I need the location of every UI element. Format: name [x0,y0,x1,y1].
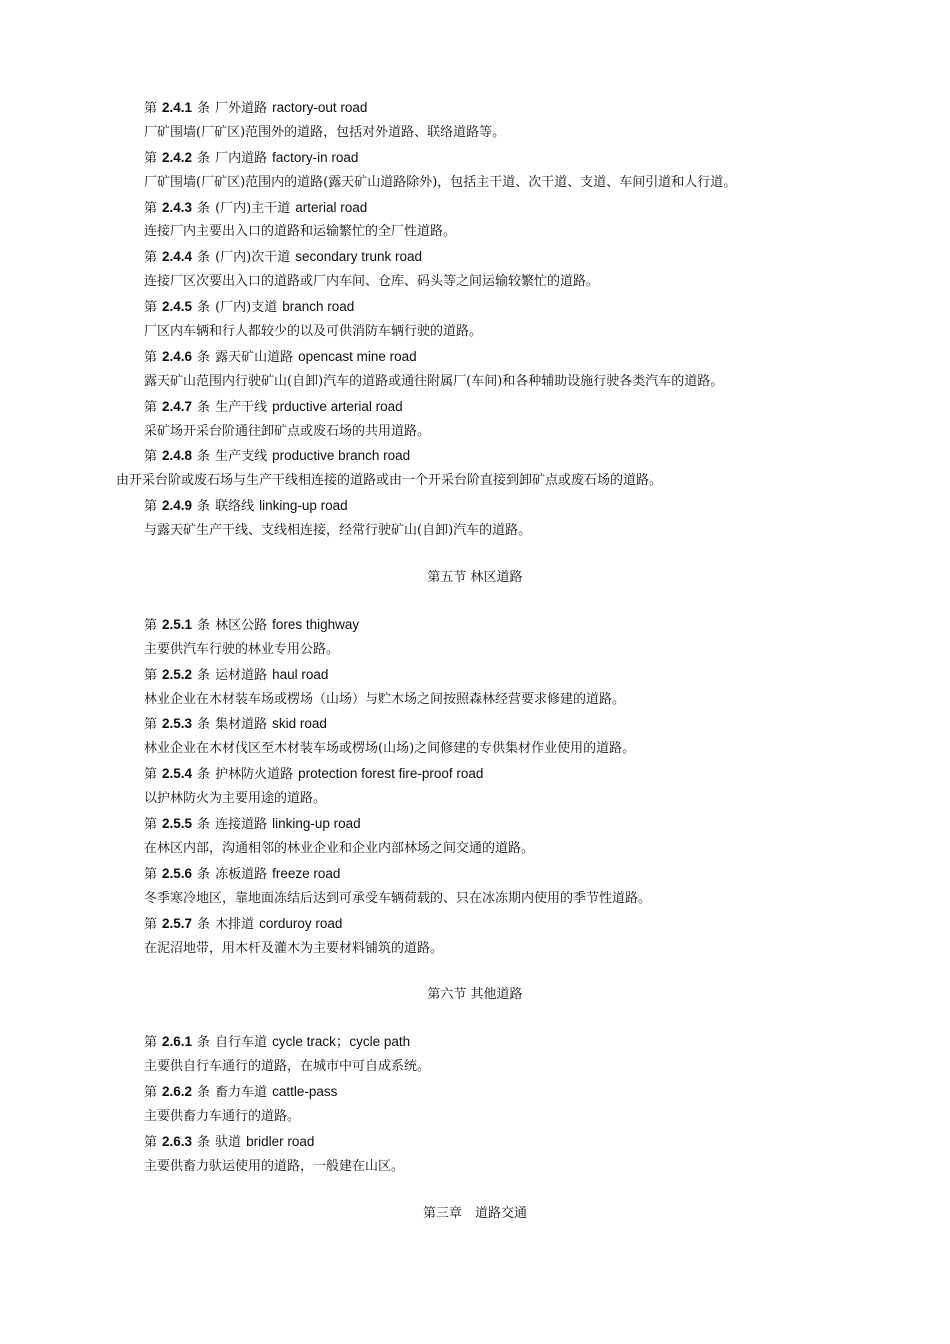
article-prefix: 第 [144,200,158,216]
term-english: corduroy road [259,915,343,931]
article-term [0,1080,950,1105]
article-number: 2.4.5 [162,299,193,315]
article-term [0,196,950,221]
article-term [0,345,950,370]
section-4-items [0,96,950,544]
article-prefix: 第 [144,866,158,882]
term-english: opencast mine road [298,348,417,364]
article-prefix: 第 [144,150,158,166]
term-english: branch road [282,299,355,315]
article-number: 2.4.7 [162,398,193,414]
term-chinese: 畜力车道 [215,1085,268,1101]
article-term [0,613,950,638]
article-suffix: 条 [197,250,211,266]
article-definition: 主要供畜力驮运使用的道路，一般建在山区。 [144,1158,405,1174]
article-prefix: 第 [144,767,158,783]
article-definition: 与露天矿生产干线、支线相连接，经常行驶矿山(自卸)汽车的道路。 [144,523,532,539]
article-prefix: 第 [144,1134,158,1150]
article-definition: 主要供汽车行驶的林业专用公路。 [144,641,340,657]
term-chinese: 冻板道路 [215,866,268,882]
article-suffix: 条 [197,499,211,515]
article-term [0,912,950,937]
article-number: 2.5.7 [162,915,193,931]
term-chinese: 生产干线 [215,399,268,415]
section-5-items [0,613,950,961]
article-definition: 林业企业在木材装车场或楞场（山场）与贮木场之间按照森林经营要求修建的道路。 [144,691,626,707]
article-definition: 露天矿山范围内行驶矿山(自卸)汽车的道路或通往附属厂(车间)和各种辅助设施行驶各类汽车的道路。 [144,373,724,389]
article-number: 2.4.2 [162,149,193,165]
article-term [0,1130,950,1155]
article-definition: 主要供畜力车通行的道路。 [144,1108,301,1124]
article-number: 2.5.5 [162,816,193,832]
article-prefix: 第 [144,717,158,733]
article-prefix: 第 [144,250,158,266]
article-number: 2.4.3 [162,199,193,215]
term-english: productive branch road [272,448,411,464]
article-suffix: 条 [197,150,211,166]
term-english: linking-up road [259,498,348,514]
article-prefix: 第 [144,667,158,683]
term-english: arterial road [295,199,368,215]
article-prefix: 第 [144,101,158,116]
term-chinese: 连接道路 [215,817,268,833]
article-term [0,96,950,121]
term-english: linking-up road [272,816,361,832]
article-number: 2.4.8 [162,448,193,464]
term-chinese: 自行车道 [215,1035,268,1051]
article-definition: 在泥沼地带，用木杆及灌木为主要材料铺筑的道路。 [144,940,444,956]
article-definition: 连接厂区次要出入口的道路或厂内车间、仓库、码头等之间运输较繁忙的道路。 [144,274,600,290]
article-term [0,1030,950,1055]
article-prefix: 第 [144,499,158,515]
article-suffix: 条 [197,916,211,932]
article-suffix: 条 [197,349,211,365]
article-number: 2.5.6 [162,865,193,881]
article-definition: 以护林防火为主要用途的道路。 [144,791,327,807]
term-english: prductive arterial road [272,398,403,414]
term-chinese: (厂内)次干道 [215,250,291,266]
article-definition: 厂区内车辆和行人都较少的以及可供消防车辆行驶的道路。 [144,324,483,340]
article-prefix: 第 [144,817,158,833]
article-prefix: 第 [144,449,158,465]
article-number: 2.5.4 [162,766,193,782]
article-suffix: 条 [197,399,211,415]
article-term [0,812,950,837]
term-english: freeze road [272,865,341,881]
article-suffix: 条 [197,617,211,633]
article-number: 2.6.2 [162,1084,193,1100]
article-term [0,444,950,469]
article-suffix: 条 [197,767,211,783]
article-suffix: 条 [197,300,211,316]
article-definition: 连接厂内主要出入口的道路和运输繁忙的全厂性道路。 [144,224,457,240]
article-term [0,494,950,519]
article-number: 2.5.1 [162,616,193,632]
term-english: cycle track；cycle path [272,1034,411,1050]
article-suffix: 条 [197,866,211,882]
article-number: 2.5.2 [162,666,193,682]
term-english: protection forest fire-proof road [298,766,484,782]
term-english: cattle-pass [272,1084,338,1100]
term-english: ractory-out road [272,100,368,115]
term-chinese: 露天矿山道路 [215,349,294,365]
article-suffix: 条 [197,101,211,116]
article-suffix: 条 [197,717,211,733]
article-suffix: 条 [197,1035,211,1051]
article-term [0,712,950,737]
term-english: secondary trunk road [295,249,423,265]
term-chinese: 集材道路 [215,717,268,733]
article-suffix: 条 [197,449,211,465]
article-definition: 冬季寒冷地区，靠地面冻结后达到可承受车辆荷载的、只在冰冻期内使用的季节性道路。 [144,890,652,906]
article-number: 2.4.9 [162,498,193,514]
article-definition: 采矿场开采台阶通往卸矿点或废石场的共用道路。 [144,423,431,439]
article-prefix: 第 [144,300,158,316]
article-suffix: 条 [197,817,211,833]
article-number: 2.6.1 [162,1034,193,1050]
term-english: skid road [272,716,327,732]
term-chinese: 厂外道路 [215,101,268,116]
article-suffix: 条 [197,200,211,216]
term-english: haul road [272,666,329,682]
article-term [0,245,950,270]
article-term [0,663,950,688]
term-english: factory-in road [272,149,359,165]
article-definition: 厂矿围墙(厂矿区)范围内的道路(露天矿山道路除外)，包括主干道、次干道、支道、车间引道和人行道。 [144,174,737,190]
term-chinese: (厂内)主干道 [215,200,291,216]
article-term [0,295,950,320]
section-6-items [0,1030,950,1179]
article-term [0,862,950,887]
article-suffix: 条 [197,1134,211,1150]
term-english: bridler road [246,1133,315,1149]
term-chinese: 木排道 [215,916,255,932]
article-prefix: 第 [144,1035,158,1051]
article-definition: 厂矿围墙(厂矿区)范围外的道路，包括对外道路、联络道路等。 [144,124,506,140]
document-page [0,96,950,1227]
article-number: 2.6.3 [162,1133,193,1149]
term-chinese: 联络线 [215,499,255,515]
article-number: 2.4.4 [162,249,193,265]
section-heading: 第五节 林区道路 [427,570,523,586]
article-number: 2.4.6 [162,348,193,364]
term-chinese: 生产支线 [215,449,268,465]
article-suffix: 条 [197,1085,211,1101]
term-chinese: 林区公路 [215,617,268,633]
article-suffix: 条 [197,667,211,683]
term-chinese: 驮道 [215,1134,242,1150]
article-term [0,395,950,420]
article-definition: 主要供自行车通行的道路，在城市中可自成系统。 [144,1059,431,1075]
article-prefix: 第 [144,349,158,365]
section-heading: 第六节 其他道路 [427,987,523,1003]
term-chinese: 护林防火道路 [215,767,294,783]
article-prefix: 第 [144,617,158,633]
article-prefix: 第 [144,916,158,932]
article-term [0,146,950,171]
article-term [0,762,950,787]
article-definition: 由开采台阶或废石场与生产干线相连接的道路或由一个开采台阶直接到卸矿点或废石场的道路。 [116,473,663,489]
chapter-heading: 第三章 道路交通 [422,1205,527,1221]
article-prefix: 第 [144,399,158,415]
article-definition: 在林区内部，沟通相邻的林业企业和企业内部林场之间交通的道路。 [144,840,535,856]
term-chinese: (厂内)支道 [215,300,278,316]
term-english: fores thighway [272,616,360,632]
term-chinese: 运材道路 [215,667,268,683]
term-chinese: 厂内道路 [215,150,268,166]
article-prefix: 第 [144,1085,158,1101]
article-number: 2.4.1 [162,100,193,115]
article-definition: 林业企业在木材伐区至木材装车场或楞场(山场)之间修建的专供集材作业使用的道路。 [144,741,636,757]
article-number: 2.5.3 [162,716,193,732]
